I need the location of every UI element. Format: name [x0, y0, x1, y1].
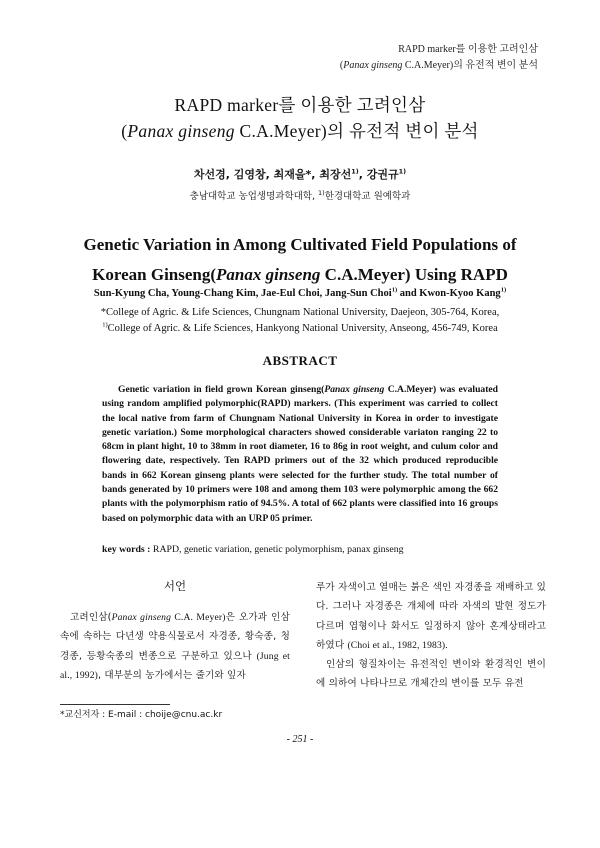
english-authors-sup2: 1)	[500, 286, 507, 294]
english-title-line1: Genetic Variation in Among Cultivated Field Populations of	[83, 235, 517, 254]
intro-p1-start: 고려인삼(	[70, 612, 112, 623]
footnote-divider	[60, 704, 170, 705]
korean-title-paren: (	[121, 121, 128, 141]
english-authors-sup1: 1)	[391, 286, 398, 294]
korean-affiliation-part2: 한경대학교 원예학과	[324, 191, 411, 202]
intro-right-p1-text: 루가 자색이고 열매는 붉은 색인 자경종을 재배하고 있다. 그러나 자경종은 개체에 따라 자색의 발현 정도가 다르며 엽형이나 화서도 일정하지 않아 혼계상태라고 하였다	[316, 582, 546, 651]
english-title-line2	[0, 260, 600, 290]
running-header-line2-rest: C.A.Meyer)의 유전적 변이 분석	[402, 60, 538, 71]
running-header-paren: (	[339, 60, 344, 71]
abstract-body	[102, 383, 498, 526]
korean-authors-sup2: 1)	[398, 167, 407, 176]
running-header	[340, 42, 538, 74]
intro-paragraph-1-continued	[316, 578, 546, 655]
intro-right-column	[316, 578, 546, 694]
english-affiliation-2	[0, 321, 600, 337]
running-header-species: Panax ginseng	[343, 60, 403, 71]
english-authors-part2: and Kwon-Kyoo Kang	[397, 288, 501, 299]
keywords-text: RAPD, genetic variation, genetic polymorphism, panax ginseng	[152, 544, 404, 555]
intro-right-p1-citation: (Choi et al., 1982, 1983).	[347, 639, 448, 651]
intro-p1-end: , 대부분의 농가에서는 줄기와 잎자	[98, 669, 246, 681]
english-affiliation-2-sup: 1)	[102, 321, 108, 329]
korean-title	[0, 92, 600, 144]
english-affiliation-1: *College of Agric. & Life Sciences, Chungnam National University, Daejeon, 305-764, Korea,	[100, 307, 500, 318]
abstract-text-start: Genetic variation in field grown Korean ginseng(	[118, 384, 325, 395]
korean-title-species: Panax ginseng	[127, 121, 235, 141]
abstract-species: Panax ginseng	[324, 384, 385, 395]
keywords	[102, 544, 404, 555]
english-affiliations	[0, 305, 600, 337]
page-number: - 251 -	[286, 734, 314, 745]
running-header-line2	[340, 58, 538, 74]
section-heading-introduction: 서언	[163, 579, 187, 593]
english-title-species: Panax ginseng	[216, 265, 321, 284]
english-affiliation-2-text: College of Agric. & Life Sciences, Hankyong National University, Anseong, 456-749, Korea	[107, 323, 498, 334]
korean-affiliation-sup: 1)	[318, 188, 325, 197]
korean-title-line2-rest: C.A.Meyer)의 유전적 변이 분석	[234, 121, 479, 141]
keywords-separator: :	[144, 544, 153, 555]
korean-affiliation-part1: 충남대학교 농업생명과학대학,	[189, 191, 319, 202]
korean-authors-sup1: 1)	[351, 167, 359, 176]
korean-authors-part2: , 강권규	[358, 168, 399, 181]
korean-title-line1: RAPD marker를 이용한 고려인삼	[174, 95, 426, 115]
english-title-line2-end: C.A.Meyer) Using RAPD	[320, 265, 508, 284]
abstract-paragraph	[102, 383, 498, 526]
intro-p1-rest: 은 오가과 인삼속에 속하는 다년생 약용식물로서 자경종, 황숙종, 청경종, 등황숙종의 변종으로 구분하고 있으나	[60, 612, 291, 662]
korean-title-line2	[0, 118, 600, 144]
english-title-line2-start: Korean Ginseng(	[92, 265, 217, 284]
english-authors	[0, 288, 600, 299]
intro-left-text	[60, 608, 290, 685]
intro-left-column	[60, 578, 290, 685]
keywords-label: key words	[102, 544, 145, 555]
running-header-line1: RAPD marker를 이용한 고려인삼	[398, 44, 538, 55]
english-title	[0, 230, 600, 290]
intro-p1-citation: (Jung et al., 1992)	[60, 650, 290, 681]
corresponding-author-footnote: *교신저자 : E-mail : choije@cnu.ac.kr	[60, 710, 223, 720]
korean-affiliation	[0, 188, 600, 202]
intro-paragraph-1	[60, 608, 290, 685]
korean-authors	[0, 166, 600, 182]
intro-p1-species: Panax ginseng	[111, 612, 172, 623]
intro-paragraph-2: 인삼의 형질차이는 유전적인 변이와 환경적인 변이에 의하여 나타나므로 개체간의 변이를 모두 유전	[316, 659, 546, 690]
english-authors-part1: Sun-Kyung Cha, Young-Chang Kim, Jae-Eul Choi, Jang-Sun Choi	[93, 288, 392, 299]
abstract-text-rest: C.A.Meyer) was evaluated using random amplified polymorphic(RAPD) markers. (This experiment was carried to collect the local native from farm of Chungnam National University in Korea in order to investigate genetic variation.) Some morphological characters showed considerable variaton ranging 22 to 68cm in plant hight, 10 to 38mm in root diameter, 16 to 86g in root weight, and culum color and flowering date, respectively. Ten RAPD primers out of the 32 which produced reproducible bands in 662 Korean ginseng plants were selected for the further study. The total number of bands generated by 10 primers were 108 and among them 103 were polymorphic among the 662 plants with the polymorphism ratio of 94.5%. A total of 662 plants were classified into 16 groups based on polymorphic data with an URP 05 primer.	[102, 384, 498, 524]
intro-p1-author: C.A. Meyer)	[171, 612, 226, 623]
korean-authors-part1: 차선경, 김영창, 최재을*, 최장선	[193, 168, 352, 181]
intro-right-text	[316, 578, 546, 694]
abstract-heading: ABSTRACT	[262, 353, 338, 368]
